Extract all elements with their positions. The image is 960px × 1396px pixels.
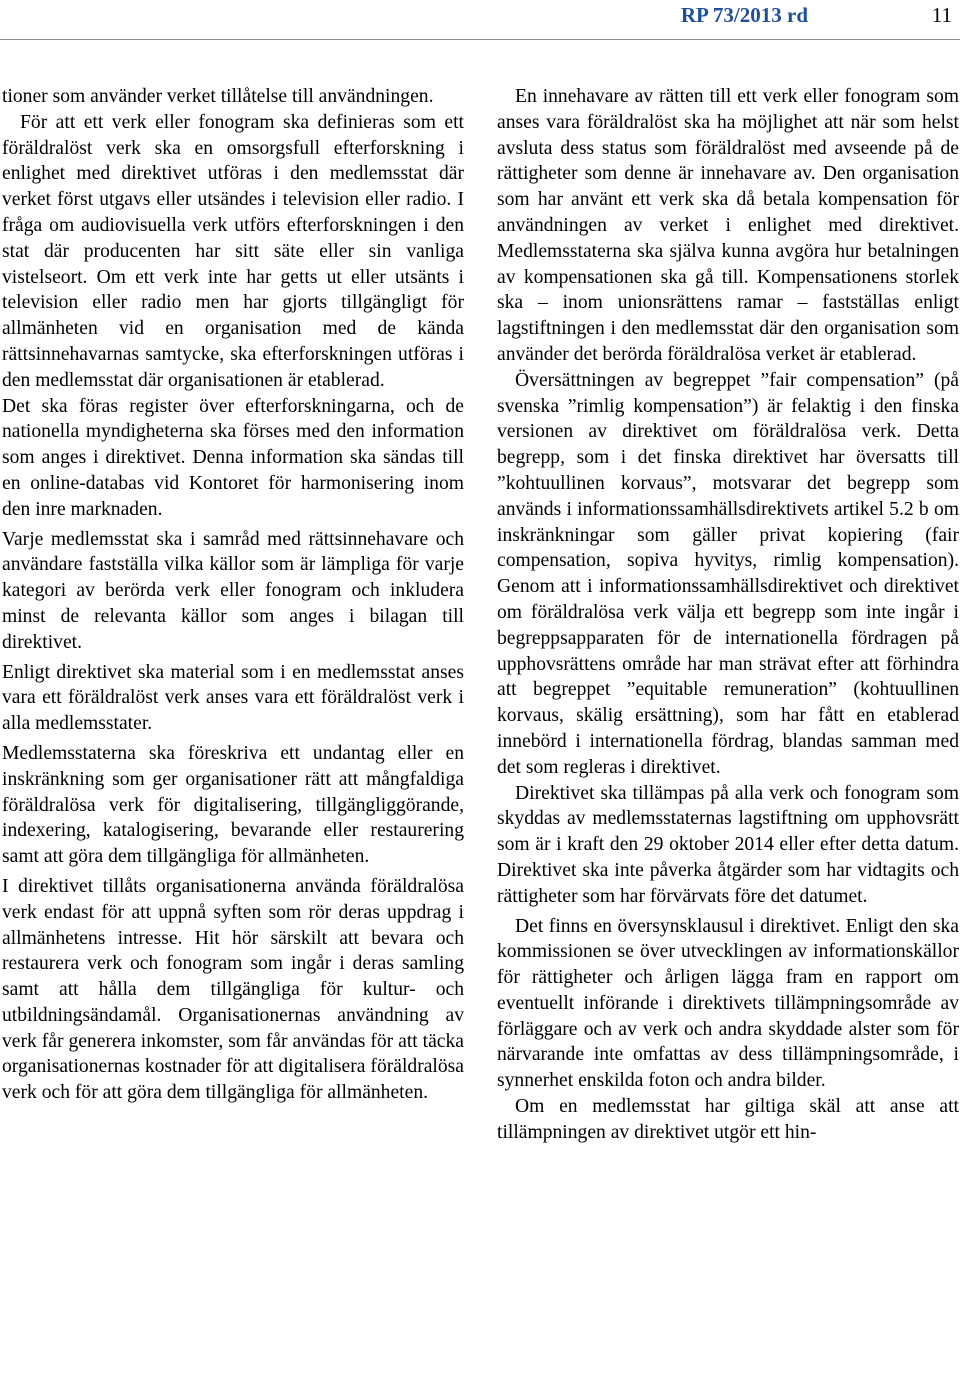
page-number: 11 <box>931 3 952 27</box>
paragraph: I direktivet tillåts organisationerna använda föräldralösa verk endast för att uppnå syften som rör deras uppdrag i allmänhetens intresse. Hit hör särskilt att bevara och restaurera verk och fonogram som ingår i deras samling samt att hålla dem tillgängliga för kultur- och utbildningsändamål. Organisationernas användning av verk får generera inkomster, som får användas för att täcka organisationernas kostnader för att digitalisera föräldralösa verk och för att göra dem tillgängliga för allmänheten. <box>2 875 464 1104</box>
right-column <box>497 84 959 1146</box>
left-column <box>2 84 464 1106</box>
paragraph: Enligt direktivet ska material som i en medlemsstat anses vara ett föräldralöst verk anses vara ett föräldralöst verk i alla medlemsstater. <box>2 661 464 735</box>
paragraph: Det ska föras register över efterforskningarna, och de nationella myndigheterna ska förses med den information som anges i direktivet. Denna information ska sändas till en online-databas vid Kontoret för harmonisering inom den inre marknaden. <box>2 395 464 520</box>
document-id: RP 73/2013 rd <box>680 3 808 27</box>
paragraph: För att ett verk eller fonogram ska definieras som ett föräldralöst verk ska en omsorgsfull efterforskning i enlighet med direktivet utföras i den medlemsstat där verket först utgavs eller utsändes i television eller radio. I fråga om audiovisuella verk utförs efterforskningen i den stat där producenten har sitt säte eller sin vanliga vistelseort. Om ett verk inte har getts ut eller utsänts i television eller radio men har gjorts tillgängligt för allmänheten vid en organisation med de kända rättsinnehavarnas samtycke, ska efterforskningen utföras i den medlemsstat där organisationen är etablerad. <box>2 111 464 391</box>
paragraph: tioner som använder verket tillåtelse till användningen. <box>2 86 434 107</box>
page-header <box>0 0 960 40</box>
paragraph: Direktivet ska tillämpas på alla verk och fonogram som skyddas av medlemsstaternas lagstiftning om upphovsrätt som är i kraft den 29 oktober 2014 eller efter detta datum. Direktivet ska inte påverka åtgärder som har vidtagits och rättigheter som har förvärvats före det datumet. <box>497 782 959 907</box>
paragraph: Om en medlemsstat har giltiga skäl att anse att tillämpningen av direktivet utgör ett hin- <box>497 1096 959 1143</box>
paragraph: En innehavare av rätten till ett verk eller fonogram som anses vara föräldralöst ska ha möjlighet att när som helst avsluta dess status som föräldralöst med avseende på de rättigheter som denne är innehavare av. Den organisation som har använt ett verk ska då betala kompensation för användningen av verket i enlighet med direktivet. Medlemsstaterna ska själva kunna avgöra hur betalningen av kompensationen ska gå till. Kompensationens storlek ska – inom unionsrättens ramar – fastställas enligt lagstiftningen i den medlemsstat där den organisation som använder det berörda föräldralösa verket är etablerad. <box>497 86 959 365</box>
paragraph: Varje medlemsstat ska i samråd med rättsinnehavare och användare fastställa vilka källor som är lämpliga för varje kategori av berörda verk eller fonogram och inkludera minst de relevanta källor som anges i bilagan till direktivet. <box>2 528 464 653</box>
paragraph: Medlemsstaterna ska föreskriva ett undantag eller en inskränkning som ger organisationer rätt att mångfaldiga föräldralösa verk för digitalisering, tillgängliggörande, indexering, katalogisering, bevarande eller restaurering samt att göra dem tillgängliga för allmänheten. <box>2 742 464 868</box>
header-rule <box>0 39 960 40</box>
paragraph: Det finns en översynsklausul i direktivet. Enligt den ska kommissionen se över utvecklingen av informationskällor för rättigheter och årligen lägga fram en rapport om eventuellt införande i direktivets tillämpningsområde av förläggare och av verk och andra skyddade alster som för närvarande inte omfattas av dess tillämpningsområde, i synnerhet enskilda foton och andra bilder. <box>497 915 959 1092</box>
paragraph: Översättningen av begreppet ”fair compensation” (på svenska ”rimlig kompensation”) är felaktig i den finska versionen av direktivet om föräldralösa verk. Detta begrepp, som i det finska direktivet har översatts till ”kohtuullinen korvaus”, motsvarar det begrepp som används i informationssamhällsdirektivets artikel 5.2 b om inskränkningar som gäller privat kopiering (fair compensation, sopiva hyvitys, rimlig kompensation). Genom att i informationssamhällsdirektivet och direktivet om föräldralösa verk välja ett begrepp som inte ingår i begreppsapparaten för de internationella fördragen på upphovsrättens område har man strävat efter att förhindra att begreppet ”equitable remuneration” (kohtuullinen korvaus, skälig ersättning), som har fått en etablerad innebörd i internationella fördrag, blandas samman med det som regleras i direktivet. <box>497 369 959 778</box>
